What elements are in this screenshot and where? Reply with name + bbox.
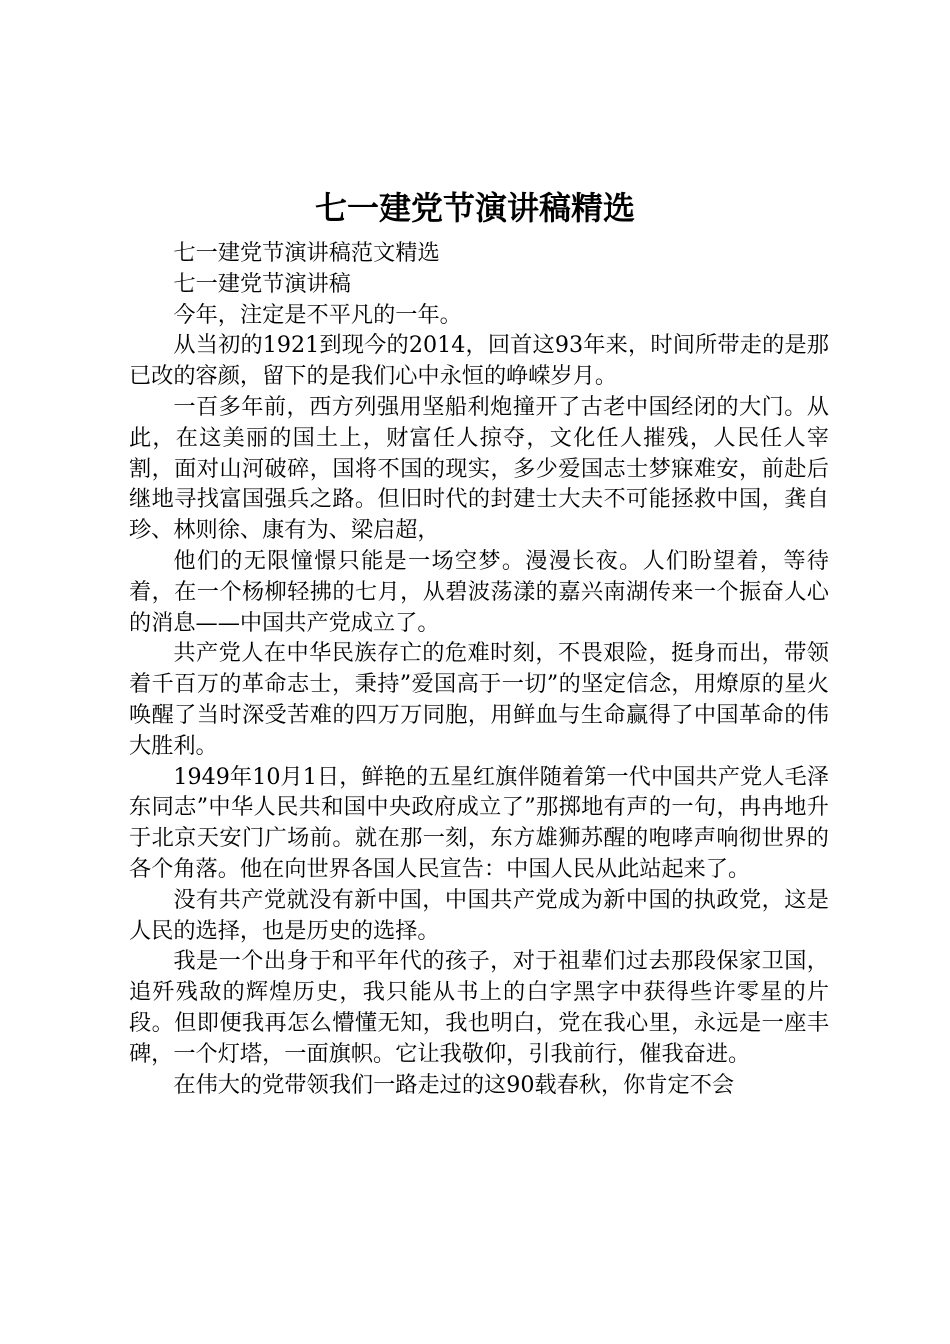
paragraph: 没有共产党就没有新中国，中国共产党成为新中国的执政党，这是人民的选择，也是历史的选择。 <box>129 886 829 944</box>
document-title: 七一建党节演讲稿精选 <box>314 189 635 227</box>
paragraph: 七一建党节演讲稿范文精选 <box>173 240 440 266</box>
paragraph: 他们的无限憧憬只能是一场空梦。漫漫长夜。人们盼望着，等待着，在一个杨柳轻拂的七月，从碧波荡漾的嘉兴南湖传来一个振奋人心的消息——中国共产党成立了。 <box>129 547 829 636</box>
paragraph: 今年，注定是不平凡的一年。 <box>173 301 462 328</box>
paragraph: 我是一个出身于和平年代的孩子，对于祖辈们过去那段保家卫国，追歼残敌的辉煌历史，我只能从书上的白字黑字中获得些许零星的片段。但即便我再怎么懵懂无知，我也明白，党在我心里，永远是一座丰碑，一个灯塔，一面旗帜。它让我敬仰，引我前行，催我奋进。 <box>129 948 829 1067</box>
paragraph: 1949年10月1日，鲜艳的五星红旗伴随着第一代中国共产党人毛泽东同志”中华人民共和国中央政府成立了”那掷地有声的一句，冉冉地升于北京天安门广场前。就在那一刻，东方雄狮苏醒的咆哮声响彻世界的各个角落。他在向世界各国人民宣告：中国人民从此站起来了。 <box>129 763 829 882</box>
paragraph: 从当初的1921到现今的2014，回首这93年来，时间所带走的是那已改的容颜，留下的是我们心中永恒的峥嵘岁月。 <box>129 332 829 390</box>
paragraph: 一百多年前，西方列强用坚船利炮撞开了古老中国经闭的大门。从此，在这美丽的国土上，财富任人掠夺，文化任人摧残，人民任人宰割，面对山河破碎，国将不国的现实，多少爱国志士梦寐难安，前赴后继地寻找富国强兵之路。但旧时代的封建士大夫不可能拯救中国，龚自珍、林则徐、康有为、梁启超， <box>129 393 829 544</box>
document-body <box>129 238 829 1100</box>
paragraph: 在伟大的党带领我们一路走过的这90载春秋，你肯定不会 <box>173 1071 735 1098</box>
paragraph: 七一建党节演讲稿 <box>173 270 351 297</box>
paragraph: 共产党人在中华民族存亡的危难时刻，不畏艰险，挺身而出，带领着千百万的革命志士，秉持”爱国高于一切”的坚定信念，用燎原的星火唤醒了当时深受苦难的四万万同胞，用鲜血与生命赢得了中国革命的伟大胜利。 <box>129 640 829 759</box>
